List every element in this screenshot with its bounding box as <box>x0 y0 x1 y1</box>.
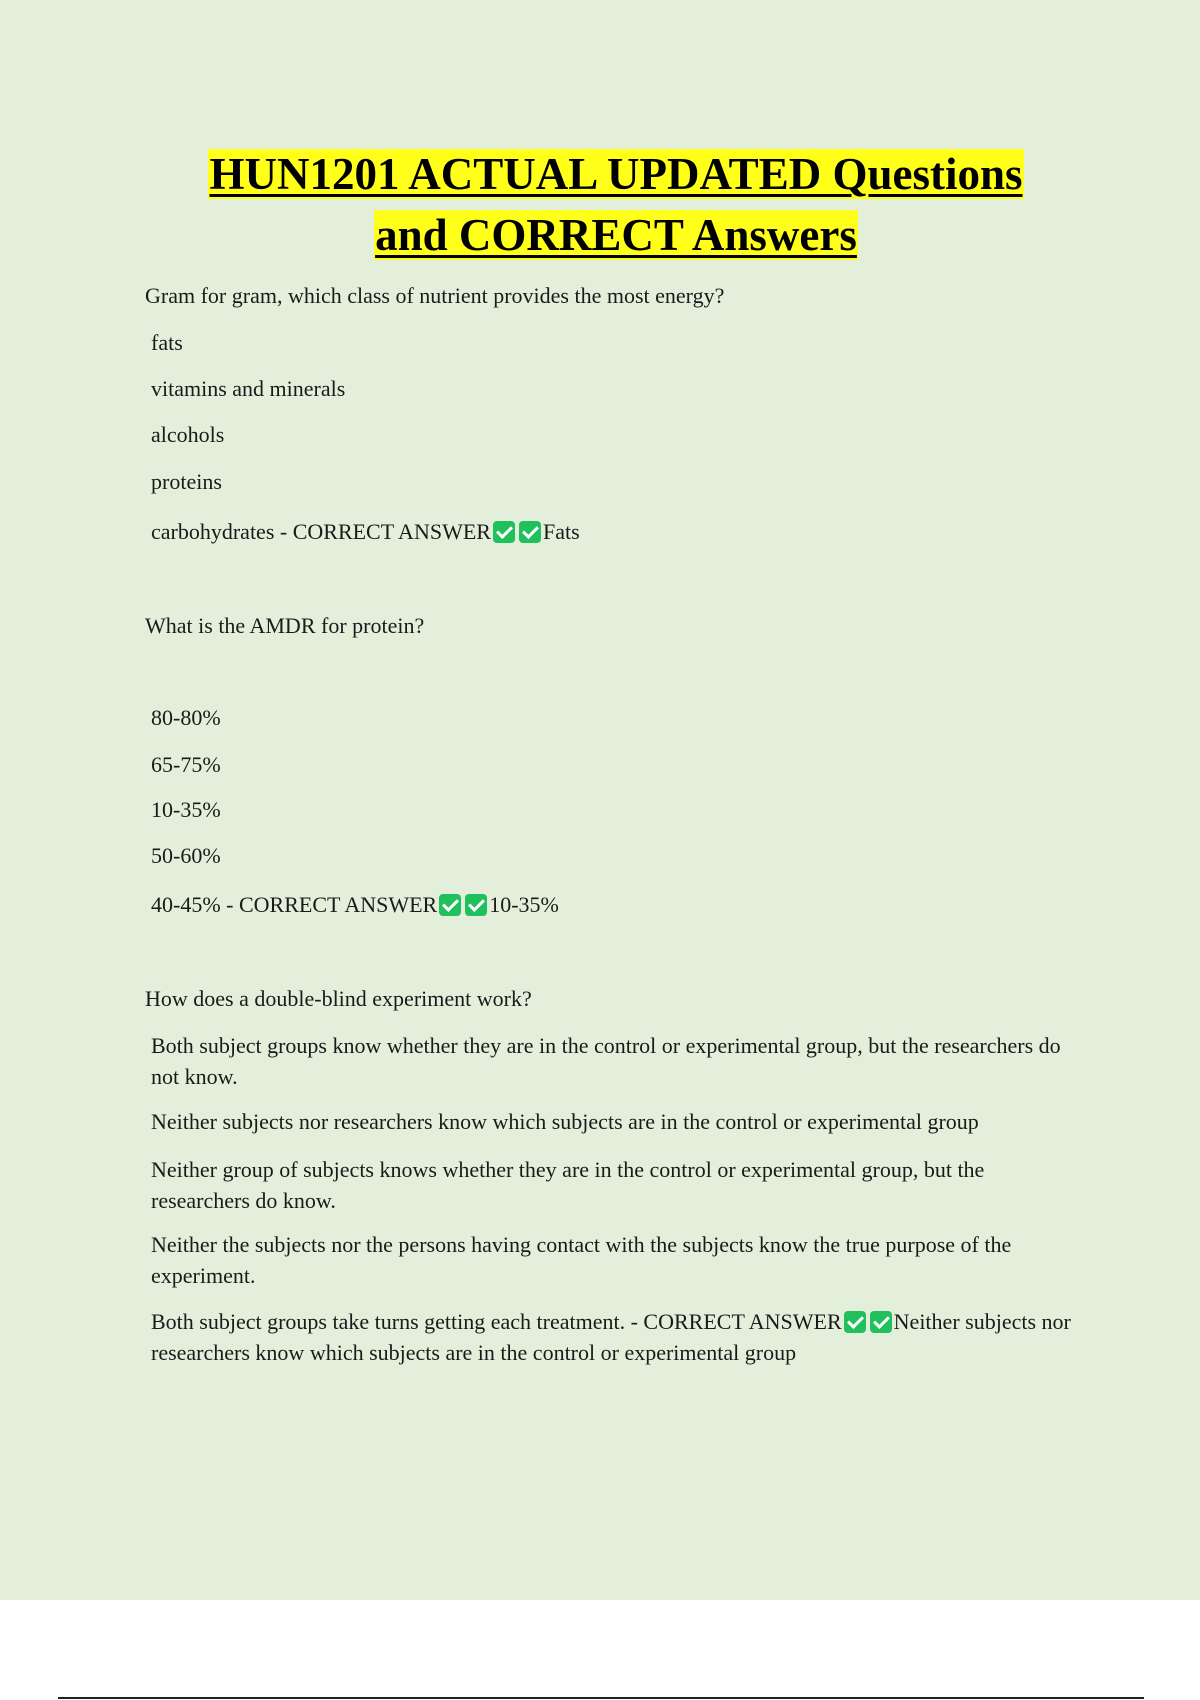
q1-option-1: fats <box>151 330 183 355</box>
title-line-2: and CORRECT Answers <box>375 210 857 260</box>
footer-divider <box>58 1697 1144 1699</box>
check-mark-icon <box>465 894 487 916</box>
question-3-text: How does a double-blind experiment work? <box>145 986 532 1011</box>
q2-option-3: 10-35% <box>151 797 221 822</box>
q2-option-4: 50-60% <box>151 843 221 868</box>
q2-option-5: 40-45% - CORRECT ANSWER <box>151 892 438 917</box>
q3-option-4: Neither the subjects nor the persons having contact with the subjects know the true purpose of the experiment. <box>151 1232 1012 1288</box>
q1-option-4: proteins <box>151 469 222 494</box>
q2-correct-answer: 10-35% <box>489 892 559 917</box>
q1-option-5-with-answer <box>145 516 1081 547</box>
q3-option-2: Neither subjects nor researchers know which subjects are in the control or experimental group <box>151 1109 979 1134</box>
document-title <box>146 144 1086 266</box>
check-mark-icon <box>519 521 541 543</box>
check-mark-icon <box>439 894 461 916</box>
q1-option-3: alcohols <box>151 422 225 447</box>
q2-option-1: 80-80% <box>151 705 221 730</box>
q1-option-5: carbohydrates - CORRECT ANSWER <box>151 519 491 544</box>
title-line-1: HUN1201 ACTUAL UPDATED Questions <box>209 149 1023 199</box>
q3-option-5-with-answer <box>145 1306 1081 1368</box>
check-mark-icon <box>844 1311 866 1333</box>
q3-option-1: Both subject groups know whether they are in the control or experimental group, but the researchers do not know. <box>151 1033 1061 1089</box>
q3-option-3: Neither group of subjects knows whether they are in the control or experimental group, but the researchers do know. <box>151 1157 985 1213</box>
q3-correct-answer: Neither subjects nor researchers know which subjects are in the control or experimental group <box>151 1309 1071 1365</box>
question-2-text: What is the AMDR for protein? <box>145 613 425 638</box>
q2-option-2: 65-75% <box>151 752 221 777</box>
check-mark-icon <box>870 1311 892 1333</box>
q1-option-2: vitamins and minerals <box>151 376 346 401</box>
q3-option-5: Both subject groups take turns getting each treatment. - CORRECT ANSWER <box>151 1309 842 1334</box>
check-mark-icon <box>493 521 515 543</box>
q1-correct-answer: Fats <box>542 519 580 544</box>
question-1-text: Gram for gram, which class of nutrient provides the most energy? <box>145 283 725 308</box>
q2-option-5-with-answer <box>145 889 1081 920</box>
